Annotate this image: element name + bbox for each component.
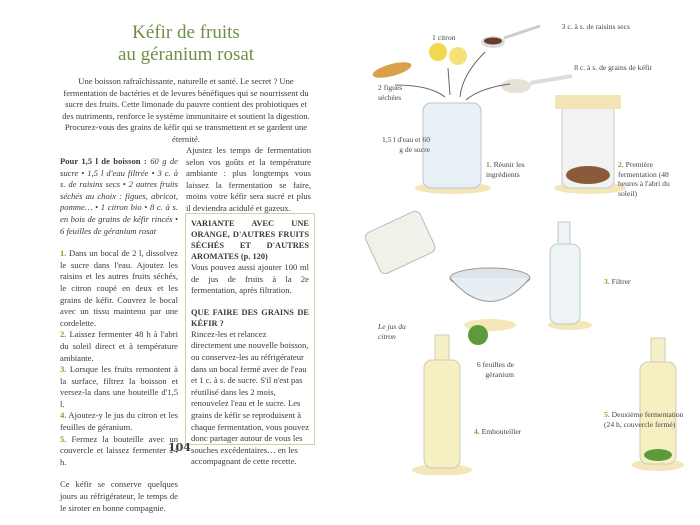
grains-heading: QUE FAIRE DES GRAINS DE KÉFIR ? [191,307,309,328]
label-lemon-juice: Le jus du citron [378,322,406,341]
adjust-note: Ajustez les temps de fermentation selon vos goûts et la température ambiante : plus longtemps vous laissez la fermentation se faire, moins votre kéfir sera sucré et plus il deviendra acidulé et gazeux. [186,145,311,213]
step-number: 2. [60,329,67,340]
step-number: 4. [474,427,480,436]
variant-heading: VARIANTE AVEC UNE ORANGE, D'AUTRES FRUITS SÉCHÉS ET D'AUTRES AROMATES (p. 120) [191,219,309,261]
step-number: 5. [60,433,67,444]
lemon-illustration [429,43,467,65]
raisins-spoon-illustration [481,26,540,48]
ingredients-label: Pour 1,5 l de boisson : [60,156,147,166]
label-kefir-grains: 8 c. à s. de grains de kéfir [574,63,652,72]
step [60,329,178,364]
step-text: Réunir les ingrédients [486,160,525,179]
step-text: Ajoutez-y le jus du citron et les feuilles de géranium. [60,410,178,433]
step-5-label [604,410,690,429]
steps-list [60,248,178,468]
step-number: 5. [604,410,610,419]
step-4-label [474,427,521,437]
storage-note: Ce kéfir se conserve quelques jours au réfrigérateur, le temps de le siroter en bonne compagnie. [60,479,178,513]
page-number: 104 [168,441,191,454]
label-geranium: 6 feuilles de géranium [476,360,514,379]
ingredients-list: 60 g de sucre • 1,5 l d'eau filtrée • 3 c. à s. de raisins secs • 2 autres fruits séchés au choix : figues, abricot, pomme… • 1 citron bio • 8 c. à s. en bois de grains de kéfir rincés • 6 feuilles de géranium rosat [60,156,178,236]
title-line-2: au géranium rosat [117,44,255,65]
label-raisins: 3 c. à s. de raisins secs [561,22,630,31]
bottle-4-illustration [412,335,472,475]
step [60,434,178,469]
step-2-label [618,160,688,198]
step-text: Dans un bocal de 2 l, dissolvez le sucre dans l'eau. Ajoutez les raisins et les autres fruits séchés, le citron coupé en deux et les grains de kéfir. Couvrez le bocal avec un tissu maintenu par une cordelette. [60,248,179,328]
step-number: 1. [486,160,492,169]
step-text: Laissez fermenter 48 h à l'abri du soleil direct et à température ambiante. [60,329,178,363]
filter-illustration [364,209,530,331]
step-number: 3. [60,364,67,375]
intro-paragraph: Une boisson rafraîchissante, naturelle et santé. Le secret ? Une fermentation de bactéries et de levures bénéfiques qui se nourrissent du sucre des fruits. Cette limonade du pauvre contient des probiotiques et des nutriments, renforce le système immunitaire et soutient la digestion. Procurez-vous des grains de kéfir qui se transmettent et se gardent une éternité. [62,76,310,144]
step-1-label [486,160,546,179]
left-column [60,156,178,525]
step-text: Lorsque les fruits remontent à la surface, filtrez la boisson et versez-la dans une bouteille d'1,5 l. [60,364,178,409]
step-3-label [604,277,631,287]
ingredients [60,156,178,237]
step-number: 2. [618,160,624,169]
bottle-5-illustration [632,338,684,471]
tip-box [185,213,315,467]
kefir-spoon-illustration [501,76,572,93]
grains-text: Rincez-les et relancez directement une nouvelle boisson, ou conservez-les au réfrigérateur dans un bocal fermé avec de l'eau et 1 c. à s. de sucre. S'il n'est pas réutilisé dans les 2 mois, renouvelez l'eau et le sucre. Les grains de kéfir se reproduisent à chaque fermentation, vous pouvez donc partager autour de vous les souches excédentaires… en les accompagnant de cette recette. [191,328,309,467]
step-text: Première fermentation (48 heures à l'abri du soleil) [618,160,670,198]
page-title [60,22,312,66]
jar-2-illustration [554,95,626,194]
step-text: Fermez la bouteille avec un couvercle et laissez fermenter 24 h. [60,433,179,467]
step [60,410,178,433]
step-number: 4. [60,410,67,421]
label-lemon: 1 citron [432,33,456,42]
variant-text: Vous pouvez aussi ajouter 100 ml de jus de fruits à la 2e fermentation, après filtration. [191,262,309,296]
figs-illustration [371,59,413,81]
title-line-1: Kéfir de fruits [132,22,240,43]
step [60,248,178,329]
step-text: Embouteiller [481,427,522,436]
bottle-3-illustration [548,222,592,330]
geranium-illustration [468,325,488,345]
step-number: 3. [604,277,610,286]
step-text: Deuxième fermentation (24 h, couvercle fermé) [604,410,684,429]
label-water-sugar: 1,5 l d'eau et 60 g de sucre [382,135,430,154]
label-figs: 2 figues séchées [378,83,403,102]
step-number: 1. [60,248,67,259]
step [60,364,178,410]
step-text: Filtrer [611,277,631,286]
